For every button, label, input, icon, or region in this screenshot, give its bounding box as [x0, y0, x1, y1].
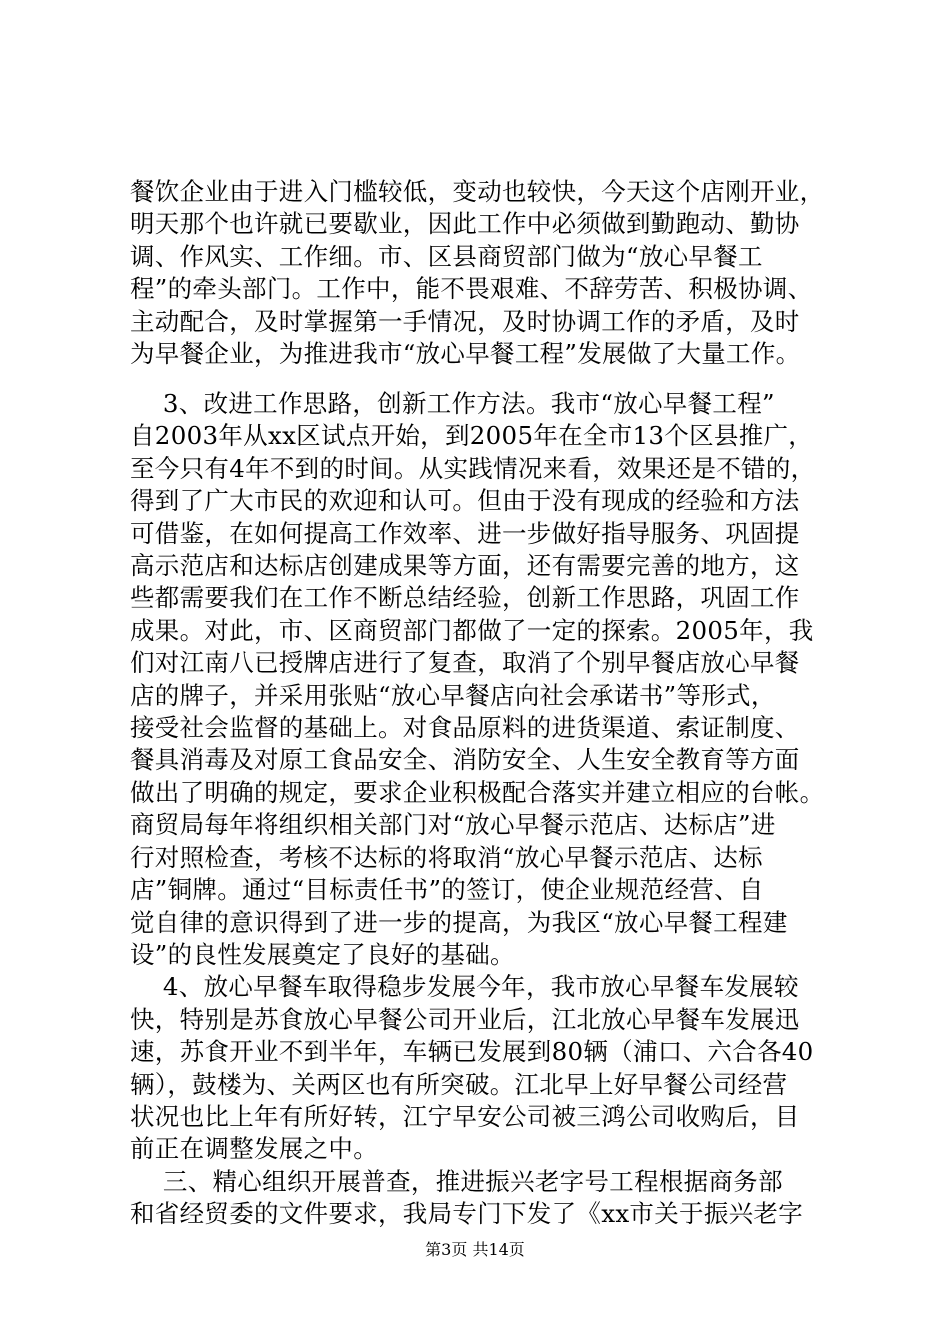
page-number-footer: 第3页 共14页 — [425, 1240, 525, 1259]
text-line: 三、精心组织开展普查，推进振兴老字号工程根据商务部 — [130, 1166, 783, 1196]
text-line: 店”铜牌。通过“目标责任书”的签订，使企业规范经营、自 — [130, 875, 764, 905]
text-line: 行对照检查，考核不达标的将取消“放心早餐示范店、达标 — [130, 842, 763, 872]
text-line: 店的牌子，并采用张贴“放心早餐店向社会承诺书”等形式， — [130, 680, 776, 710]
text-line: 自2003年从xx区试点开始，到2005年在全市13个区县推广， — [130, 421, 814, 451]
text-line: 做出了明确的规定，要求企业积极配合落实并建立相应的台帐。 — [130, 777, 825, 807]
text-line: 至今只有4年不到的时间。从实践情况来看，效果还是不错的， — [130, 453, 816, 483]
text-line: 调、作风实、工作细。市、区县商贸部门做为“放心早餐工 — [130, 241, 763, 271]
text-line: 前正在调整发展之中。 — [130, 1134, 378, 1164]
text-line: 些都需要我们在工作不断总结经验，创新工作思路，巩固工作 — [130, 583, 800, 613]
text-line: 接受社会监督的基础上。对食品原料的进货渠道、索证制度、 — [130, 713, 800, 743]
text-line: 3、改进工作思路，创新工作方法。我市“放心早餐工程” — [130, 389, 775, 418]
text-line: 餐饮企业由于进入门槛较低，变动也较快，今天这个店刚开业， — [130, 177, 825, 206]
text-line: 得到了广大市民的欢迎和认可。但由于没有现成的经验和方法 — [130, 486, 800, 516]
text-line: 设”的良性发展奠定了良好的基础。 — [130, 939, 515, 969]
main-body-text — [130, 388, 830, 1231]
text-line: 状况也比上年有所好转，江宁早安公司被三鸿公司收购后，目 — [130, 1101, 800, 1131]
text-line: 成果。对此，市、区商贸部门都做了一定的探索。2005年，我 — [130, 615, 814, 645]
text-line: 4、放心早餐车取得稳步发展今年，我市放心早餐车发展较 — [130, 972, 799, 1002]
text-line: 辆），鼓楼为、关两区也有所突破。江北早上好早餐公司经营 — [130, 1069, 788, 1099]
text-line: 明天那个也许就已要歇业，因此工作中必须做到勤跑动、勤协 — [130, 209, 800, 239]
text-line: 为早餐企业，为推进我市“放心早餐工程”发展做了大量工作。 — [130, 339, 801, 369]
text-line: 程”的牵头部门。工作中，能不畏艰难、不辞劳苦、积极协调、 — [130, 274, 813, 304]
text-line: 和省经贸委的文件要求，我局专门下发了《xx市关于振兴老字 — [130, 1199, 804, 1229]
text-line: 可借鉴，在如何提高工作效率、进一步做好指导服务、巩固提 — [130, 518, 800, 548]
text-line: 觉自律的意识得到了进一步的提高，为我区“放心早餐工程建 — [130, 907, 788, 937]
text-line: 餐具消毒及对原工食品安全、消防安全、人生安全教育等方面 — [130, 745, 800, 775]
text-line: 速，苏食开业不到半年，车辆已发展到80辆（浦口、六合各40 — [130, 1037, 814, 1067]
text-line: 商贸局每年将组织相关部门对“放心早餐示范店、达标店”进 — [130, 810, 776, 840]
text-line: 快，特别是苏食放心早餐公司开业后，江北放心早餐车发展迅 — [130, 1004, 800, 1034]
text-line: 们对江南八已授牌店进行了复查，取消了个别早餐店放心早餐 — [130, 648, 800, 678]
text-line: 主动配合，及时掌握第一手情况，及时协调工作的矛盾，及时 — [130, 306, 800, 336]
paragraph-continuation — [130, 176, 830, 370]
text-line: 高示范店和达标店创建成果等方面，还有需要完善的地方，这 — [130, 551, 800, 581]
